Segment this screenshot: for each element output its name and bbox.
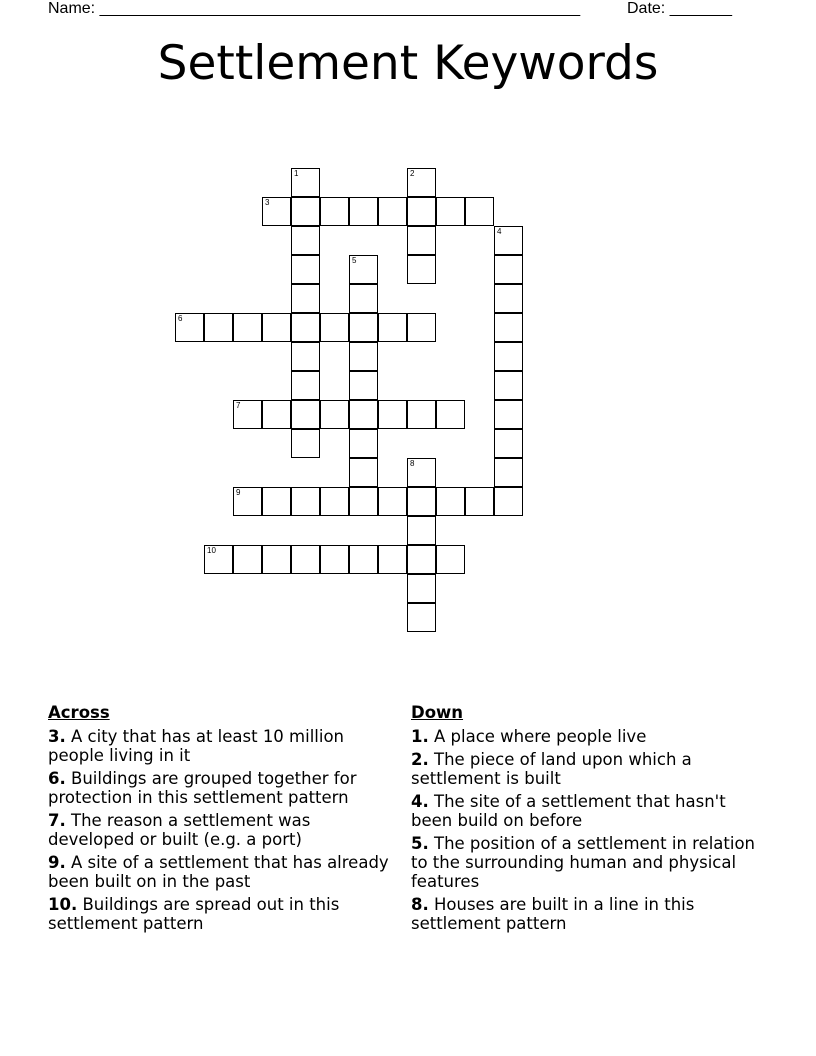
grid-cell[interactable]: [233, 400, 262, 429]
grid-cell[interactable]: [407, 458, 436, 487]
clue-number: 7.: [48, 811, 66, 830]
grid-cell[interactable]: [349, 284, 378, 313]
grid-cell[interactable]: [291, 400, 320, 429]
clue-number: 3.: [48, 727, 66, 746]
clue-across-6: [48, 769, 393, 807]
grid-cell[interactable]: [262, 313, 291, 342]
grid-cell[interactable]: [378, 545, 407, 574]
grid-cell[interactable]: [291, 429, 320, 458]
down-clues: [411, 703, 771, 937]
grid-cell[interactable]: [291, 371, 320, 400]
grid-cell[interactable]: [407, 603, 436, 632]
cell-number: 7: [236, 401, 241, 410]
grid-cell[interactable]: [320, 197, 349, 226]
grid-cell[interactable]: [291, 284, 320, 313]
grid-cell[interactable]: [436, 487, 465, 516]
grid-cell[interactable]: [291, 487, 320, 516]
grid-cell[interactable]: [262, 400, 291, 429]
page-title: Settlement Keywords: [157, 36, 659, 91]
grid-cell[interactable]: [291, 197, 320, 226]
clue-down-5: [411, 834, 771, 891]
clue-down-1: [411, 727, 771, 746]
clue-text: The piece of land upon which a settlement is built: [411, 750, 692, 788]
grid-cell[interactable]: [378, 400, 407, 429]
clue-down-8: [411, 895, 771, 933]
clue-number: 2.: [411, 750, 429, 769]
clue-across-7: [48, 811, 393, 849]
grid-cell[interactable]: [494, 226, 523, 255]
clue-number: 1.: [411, 727, 429, 746]
grid-cell[interactable]: [291, 226, 320, 255]
cell-number: 1: [294, 169, 299, 178]
clue-number: 4.: [411, 792, 429, 811]
grid-cell[interactable]: [407, 545, 436, 574]
cell-number: 10: [207, 546, 216, 555]
grid-cell[interactable]: [465, 487, 494, 516]
clue-number: 10.: [48, 895, 78, 914]
name-field-label: Name: ______________________________________________________: [48, 0, 581, 17]
clue-text: The reason a settlement was developed or built (e.g. a port): [48, 811, 311, 849]
clue-number: 6.: [48, 769, 66, 788]
grid-cell[interactable]: [291, 168, 320, 197]
cell-number: 8: [410, 459, 415, 468]
grid-cell[interactable]: [204, 313, 233, 342]
grid-cell[interactable]: [407, 487, 436, 516]
grid-cell[interactable]: [407, 574, 436, 603]
grid-cell[interactable]: [378, 313, 407, 342]
grid-cell[interactable]: [407, 168, 436, 197]
grid-cell[interactable]: [494, 429, 523, 458]
grid-cell[interactable]: [262, 545, 291, 574]
cell-number: 5: [352, 256, 357, 265]
grid-cell[interactable]: [233, 313, 262, 342]
clue-text: The site of a settlement that hasn't been build on before: [411, 792, 726, 830]
clue-text: Buildings are grouped together for protection in this settlement pattern: [48, 769, 357, 807]
grid-cell[interactable]: [378, 487, 407, 516]
clue-text: A site of a settlement that has already been built on in the past: [48, 853, 389, 891]
grid-cell[interactable]: [175, 313, 204, 342]
grid-cell[interactable]: [349, 400, 378, 429]
grid-cell[interactable]: [436, 545, 465, 574]
grid-cell[interactable]: [494, 255, 523, 284]
clue-across-9: [48, 853, 393, 891]
grid-cell[interactable]: [378, 197, 407, 226]
grid-cell[interactable]: [407, 197, 436, 226]
cell-number: 2: [410, 169, 415, 178]
grid-cell[interactable]: [436, 400, 465, 429]
grid-cell[interactable]: [291, 313, 320, 342]
grid-cell[interactable]: [349, 255, 378, 284]
grid-cell[interactable]: [494, 371, 523, 400]
clue-text: Buildings are spread out in this settlement pattern: [48, 895, 340, 933]
grid-cell[interactable]: [349, 197, 378, 226]
grid-cell[interactable]: [320, 313, 349, 342]
grid-cell[interactable]: [407, 255, 436, 284]
across-clues: [48, 703, 393, 937]
clue-down-2: [411, 750, 771, 788]
date-field-label: Date: _______: [627, 0, 732, 17]
grid-cell[interactable]: [349, 342, 378, 371]
cell-number: 9: [236, 488, 241, 497]
grid-cell[interactable]: [494, 487, 523, 516]
grid-cell[interactable]: [407, 226, 436, 255]
clue-text: Houses are built in a line in this settlement pattern: [411, 895, 695, 933]
cell-number: 6: [178, 314, 183, 323]
cell-number: 4: [497, 227, 502, 236]
grid-cell[interactable]: [349, 458, 378, 487]
grid-cell[interactable]: [494, 400, 523, 429]
clue-across-3: [48, 727, 393, 765]
grid-cell[interactable]: [204, 545, 233, 574]
grid-cell[interactable]: [349, 371, 378, 400]
grid-cell[interactable]: [262, 487, 291, 516]
grid-cell[interactable]: [407, 313, 436, 342]
grid-cell[interactable]: [494, 284, 523, 313]
clue-text: A city that has at least 10 million people living in it: [48, 727, 345, 765]
grid-cell[interactable]: [233, 545, 262, 574]
clue-across-10: [48, 895, 393, 933]
grid-cell[interactable]: [349, 545, 378, 574]
grid-cell[interactable]: [291, 342, 320, 371]
grid-cell[interactable]: [349, 487, 378, 516]
grid-cell[interactable]: [407, 516, 436, 545]
grid-cell[interactable]: [320, 487, 349, 516]
grid-cell[interactable]: [320, 400, 349, 429]
clue-number: 9.: [48, 853, 66, 872]
grid-cell[interactable]: [291, 255, 320, 284]
grid-cell[interactable]: [262, 197, 291, 226]
across-heading: Across: [48, 703, 110, 722]
grid-cell[interactable]: [349, 429, 378, 458]
grid-cell[interactable]: [291, 545, 320, 574]
grid-cell[interactable]: [494, 342, 523, 371]
clue-number: 5.: [411, 834, 429, 853]
grid-cell[interactable]: [436, 197, 465, 226]
grid-cell[interactable]: [320, 545, 349, 574]
grid-cell[interactable]: [349, 313, 378, 342]
down-heading: Down: [411, 703, 464, 722]
clue-number: 8.: [411, 895, 429, 914]
clue-text: The position of a settlement in relation to the surrounding human and physical features: [411, 834, 756, 891]
grid-cell[interactable]: [465, 197, 494, 226]
cell-number: 3: [265, 198, 270, 207]
clue-down-4: [411, 792, 771, 830]
grid-cell[interactable]: [407, 400, 436, 429]
grid-cell[interactable]: [233, 487, 262, 516]
grid-cell[interactable]: [494, 313, 523, 342]
grid-cell[interactable]: [494, 458, 523, 487]
clue-text: A place where people live: [434, 727, 647, 746]
